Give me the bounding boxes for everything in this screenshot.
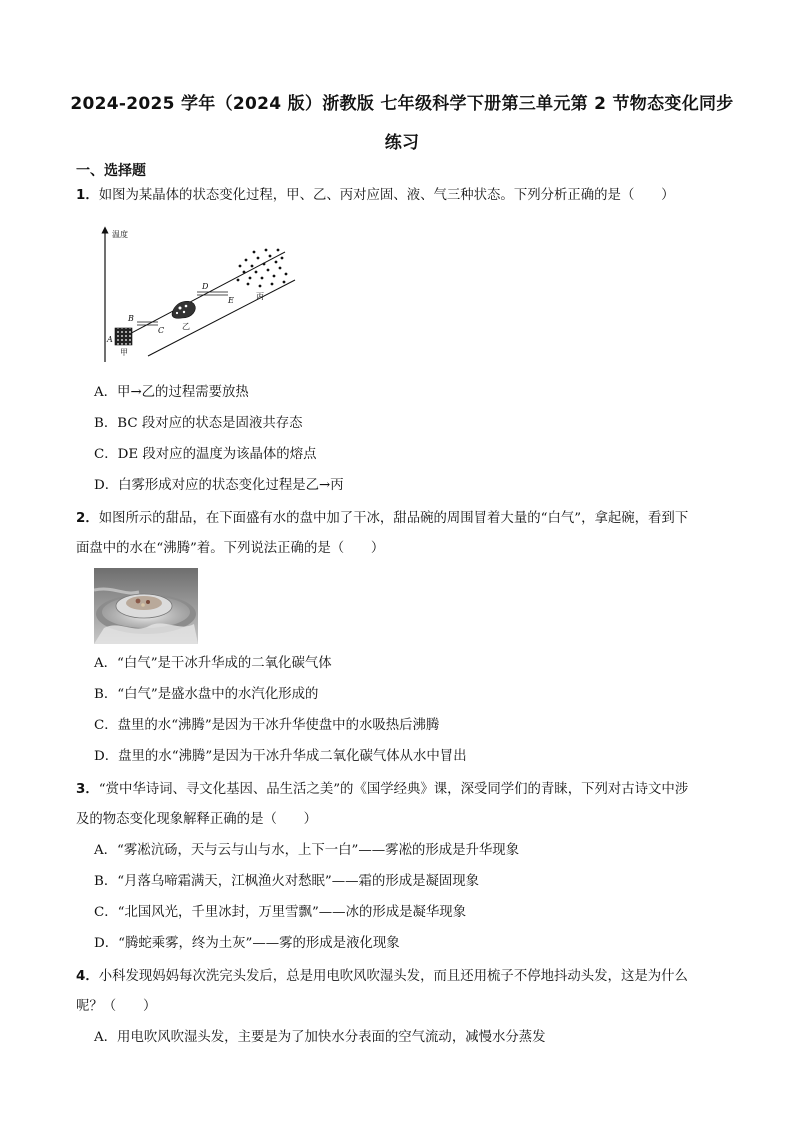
gas-label: 丙 — [256, 292, 264, 301]
question-number: 1． — [76, 188, 99, 203]
q2-option-b[interactable]: B．“白气”是盛水盘中的水汽化形成的 — [94, 687, 319, 702]
q3-option-a[interactable]: A．“雾凇沆砀，天与云与山与水，上下一白”——雾凇的形成是升华现象 — [94, 843, 520, 858]
question-4 — [76, 968, 688, 986]
q3-option-c[interactable]: C．“北国风光，千里冰封，万里雪飘”——冰的形成是凝华现象 — [94, 905, 467, 920]
q1-option-a[interactable]: A．甲→乙的过程需要放热 — [94, 385, 249, 400]
lower-guide-line — [148, 280, 295, 356]
solid-label: 甲 — [120, 348, 128, 357]
question-number: 4． — [76, 969, 99, 984]
q2-option-c[interactable]: C．盘里的水“沸腾”是因为干冰升华使盘中的水吸热后沸腾 — [94, 718, 440, 733]
question-2-line-2: 面盘中的水在“沸腾”着。下列说法正确的是（ ） — [76, 541, 385, 556]
question-1 — [76, 187, 675, 205]
point-label-a: A — [107, 335, 113, 344]
point-label-d: D — [202, 282, 209, 291]
state-change-diagram — [100, 222, 300, 367]
question-text: 如图为某晶体的状态变化过程，甲、乙、丙对应固、液、气三种状态。下列分析正确的是（ ） — [98, 188, 675, 203]
dessert-dry-ice-photo — [94, 568, 198, 644]
q3-option-b[interactable]: B．“月落乌啼霜满天，江枫渔火对愁眠”——霜的形成是凝固现象 — [94, 874, 480, 889]
point-label-b: B — [128, 314, 134, 323]
q1-option-c[interactable]: C．DE 段对应的温度为该晶体的熔点 — [94, 447, 317, 462]
liquid-blob-icon — [172, 301, 195, 318]
point-label-e: E — [228, 296, 234, 305]
question-3-line-2: 及的物态变化现象解释正确的是（ ） — [76, 812, 318, 827]
question-text-line-1: 如图所示的甜品，在下面盛有水的盘中加了干冰，甜品碗的周围冒着大量的“白气”，拿起碗，看到下 — [98, 511, 689, 526]
q4-option-a[interactable]: A．用电吹风吹湿头发，主要是为了加快水分表面的空气流动，减慢水分蒸发 — [94, 1030, 546, 1045]
question-text-line-1: “赏中华诗词、寻文化基因、品生活之美”的《国学经典》课，深受同学们的青睐，下列对古诗文中涉 — [98, 782, 689, 797]
q2-option-a[interactable]: A．“白气”是干冰升华成的二氧化碳气体 — [94, 656, 332, 671]
solid-block-icon — [115, 328, 132, 345]
question-number: 3． — [76, 782, 99, 797]
liquid-label: 乙 — [182, 322, 190, 331]
page-title: 2024-2025 学年（2024 版）浙教版 七年级科学下册第三单元第 2 节物态变化同步 — [70, 94, 734, 114]
q3-option-d[interactable]: D．“腾蛇乘雾，终为土灰”——雾的形成是液化现象 — [94, 936, 400, 951]
question-2 — [76, 510, 688, 528]
question-4-line-2: 呢？（ ） — [76, 999, 157, 1014]
q1-option-d[interactable]: D．白雾形成对应的状态变化过程是乙→丙 — [94, 478, 344, 493]
page-title-continuation: 练习 — [384, 133, 420, 153]
question-number: 2． — [76, 511, 99, 526]
q1-option-b[interactable]: B．BC 段对应的状态是固液共存态 — [94, 416, 303, 431]
point-label-c: C — [158, 326, 165, 335]
section-heading: 一、选择题 — [76, 163, 146, 179]
question-text-line-1: 小科发现妈妈每次洗完头发后，总是用电吹风吹湿头发，而且还用梳子不停地抖动头发，这是为什么 — [98, 969, 688, 984]
q2-option-d[interactable]: D．盘里的水“沸腾”是因为干冰升华成二氧化碳气体从水中冒出 — [94, 749, 467, 764]
question-3 — [76, 781, 688, 799]
axis-label: 温度 — [112, 230, 128, 239]
